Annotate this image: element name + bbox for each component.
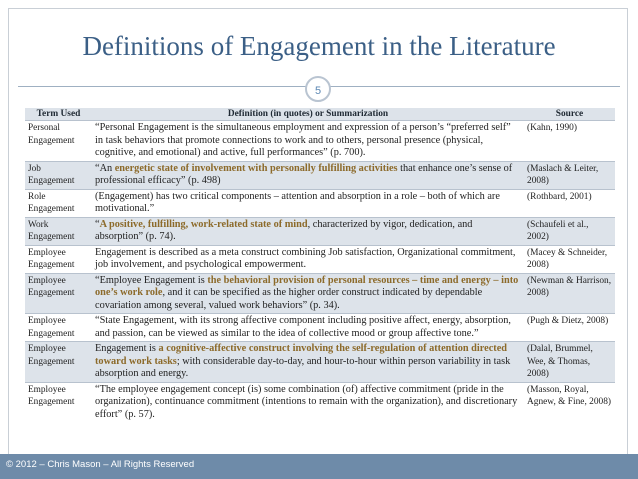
table-row: [25, 273, 615, 314]
source-cell: (Dalal, Brummel, Wee, & Thomas, 2008): [524, 342, 615, 383]
source-cell: (Schaufeli et al., 2002): [524, 217, 615, 245]
definition-cell: (Engagement) has two critical components – attention and absorption in a role – both of which are motivational.”: [92, 189, 524, 217]
table-row: [25, 121, 615, 162]
header-definition: Definition (in quotes) or Summarization: [92, 108, 524, 121]
definition-cell: “The employee engagement concept (is) some combination (of) affective commitment (pride in the organization), continuance commitment (intentions to remain with the organization), and discretionary effort” (p. 57).: [92, 382, 524, 422]
source-cell: (Kahn, 1990): [524, 121, 615, 162]
table-row: [25, 382, 615, 422]
header-source: Source: [524, 108, 615, 121]
table-row: [25, 217, 615, 245]
source-cell: (Macey & Schneider, 2008): [524, 245, 615, 273]
table-header-row: [25, 108, 615, 121]
slide-title: Definitions of Engagement in the Literature: [82, 31, 556, 61]
term-cell: Employee Engagement: [25, 273, 92, 314]
source-cell: (Masson, Royal, Agnew, & Fine, 2008): [524, 382, 615, 422]
source-cell: (Maslach & Leiter, 2008): [524, 161, 615, 189]
footer-bar: [0, 454, 638, 479]
header-term: Term Used: [25, 108, 92, 121]
table-row: [25, 342, 615, 383]
definition-cell: “Employee Engagement is the behavioral provision of personal resources – time and energy – into one’s work role, and it can be specified as the higher order construct indicated by dependable covariation among several, valued work behaviors” (p. 34).: [92, 273, 524, 314]
term-cell: Work Engagement: [25, 217, 92, 245]
definition-cell: “Personal Engagement is the simultaneous employment and expression of a person’s “preferred self” in task behaviors that promote connections to work and to others, personal presence (physical, cognitive, and emotional) and active, full performances” (p. 700).: [92, 121, 524, 162]
source-cell: (Newman & Harrison, 2008): [524, 273, 615, 314]
table-row: [25, 161, 615, 189]
term-cell: Employee Engagement: [25, 382, 92, 422]
page-number: 5: [305, 76, 331, 102]
definition-cell: Engagement is a cognitive-affective construct involving the self-regulation of attention directed toward work tasks; with considerable day-to-day, and hour-to-hour within person variability in task absorption and energy.: [92, 342, 524, 383]
definitions-table: [25, 108, 615, 422]
definition-cell: “An energetic state of involvement with personally fulfilling activities that enhance one’s sense of professional efficacy” (p. 498): [92, 161, 524, 189]
table-row: [25, 314, 615, 342]
definition-cell: “A positive, fulfilling, work-related state of mind, characterized by vigor, dedication, and absorption” (p. 74).: [92, 217, 524, 245]
definition-cell: “State Engagement, with its strong affective component including positive affect, energy, absorption, and passion, can be viewed as similar to the idea of collective mood or group affective tone.”: [92, 314, 524, 342]
definition-cell: Engagement is described as a meta construct combining Job satisfaction, Organizational commitment, job involvement, and psychological empowerment.: [92, 245, 524, 273]
table-row: [25, 189, 615, 217]
term-cell: Role Engagement: [25, 189, 92, 217]
term-cell: Employee Engagement: [25, 245, 92, 273]
source-cell: (Pugh & Dietz, 2008): [524, 314, 615, 342]
copyright-text: © 2012 – Chris Mason – All Rights Reserved: [6, 459, 195, 470]
term-cell: Job Engagement: [25, 161, 92, 189]
term-cell: Employee Engagement: [25, 314, 92, 342]
term-cell: Personal Engagement: [25, 121, 92, 162]
source-cell: (Rothbard, 2001): [524, 189, 615, 217]
term-cell: Employee Engagement: [25, 342, 92, 383]
table-row: [25, 245, 615, 273]
